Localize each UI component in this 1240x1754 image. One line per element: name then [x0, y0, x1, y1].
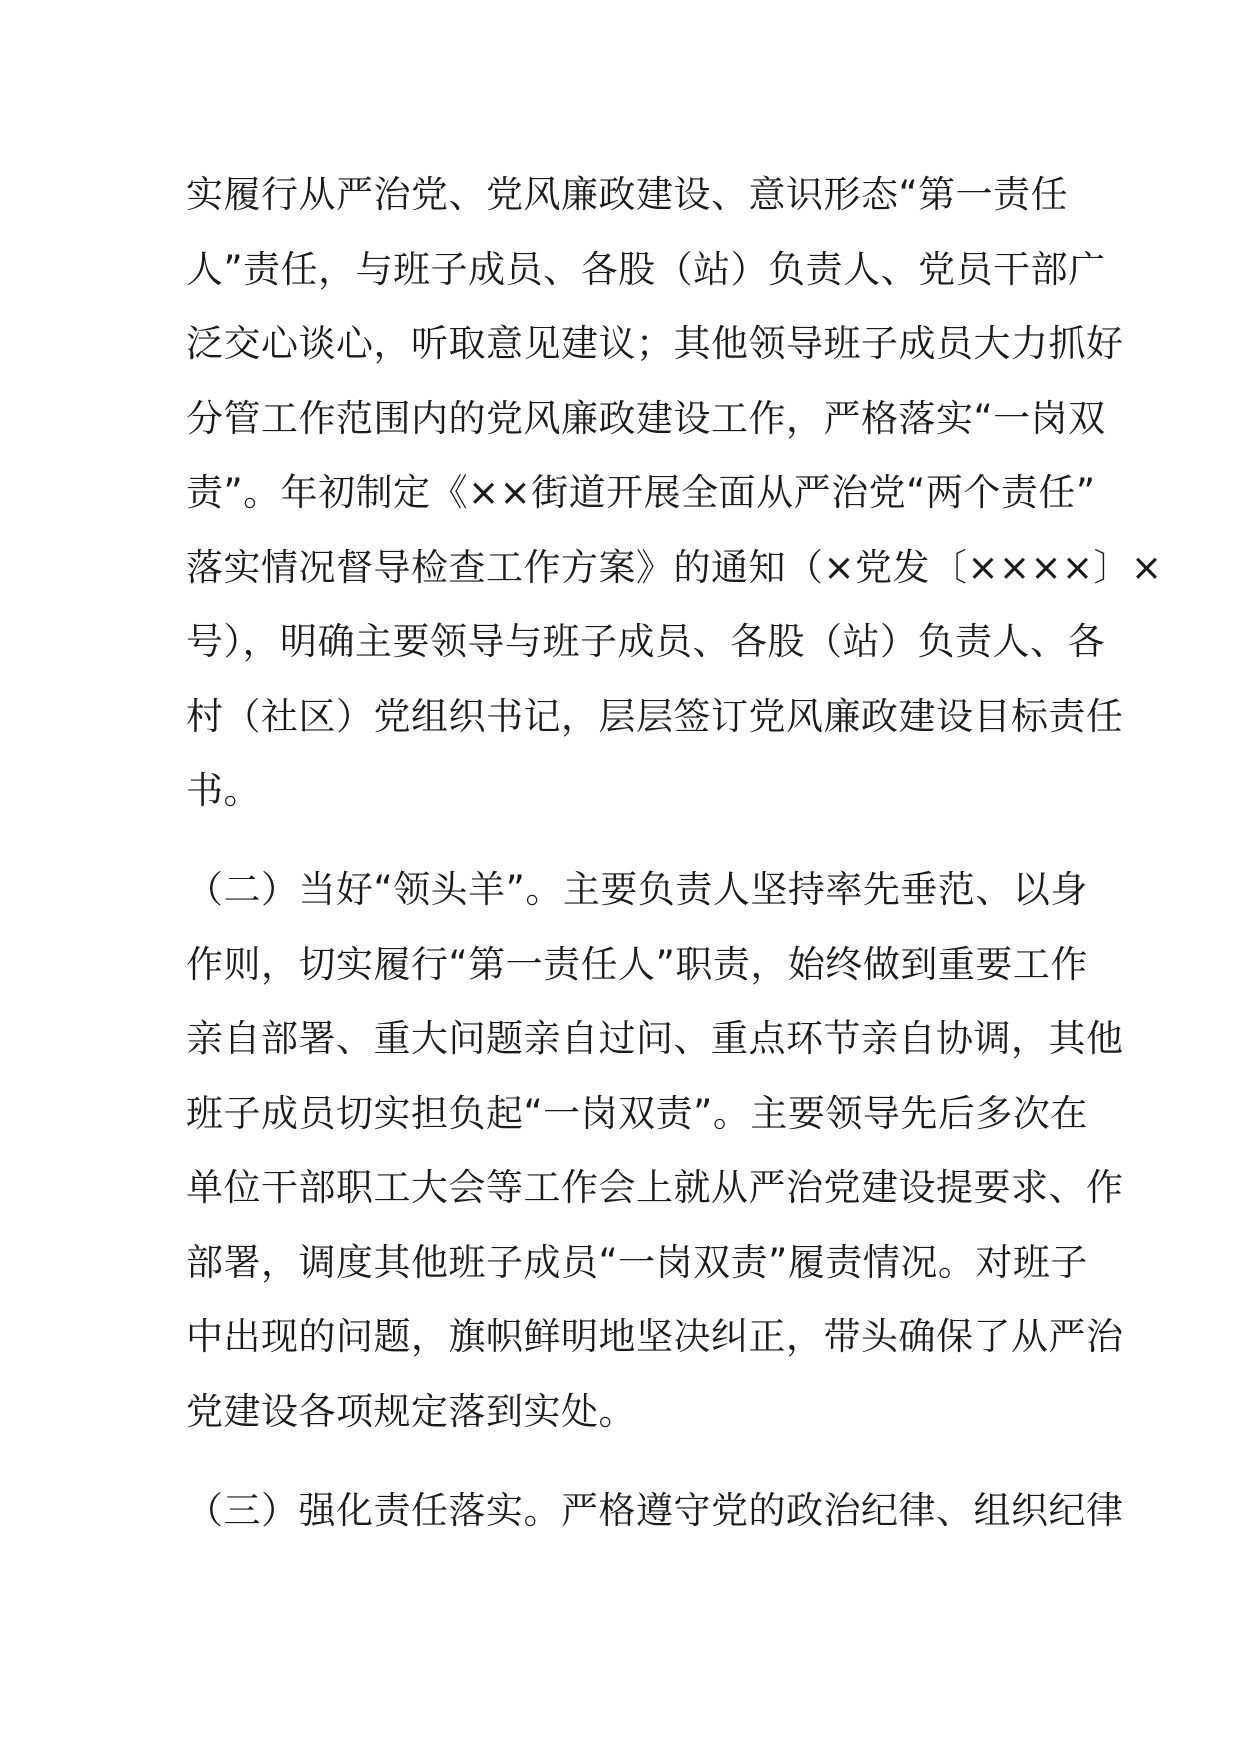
text-line: 泛交心谈心，听取意见建议；其他领导班子成员大力抓好 — [186, 322, 1124, 365]
text-line: 责”。年初制定《××街道开展全面从严治党“两个责任” — [186, 471, 1096, 514]
paragraph-section-two — [186, 853, 1124, 1449]
text-line: 中出现的问题，旗帜鲜明地坚决纠正，带头确保了从严治 — [186, 1315, 1124, 1358]
text-line: （三）强化责任落实。严格遵守党的政治纪律、组织纪律 — [186, 1489, 1124, 1532]
text-line: 部署，调度其他班子成员“一岗双责”履责情况。对班子 — [186, 1240, 1088, 1284]
text-line: 党建设各项规定落到实处。 — [186, 1389, 636, 1433]
text-line: 班子成员切实担负起“一岗双责”。主要领导先后多次在 — [186, 1091, 1088, 1135]
text-line: 落实情况督导检查工作方案》的通知（×党发〔××××〕× — [186, 545, 1163, 589]
paragraph-section-three — [186, 1474, 1124, 1549]
text-line: 亲自部署、重大问题亲自过问、重点环节亲自协调，其他 — [186, 1017, 1124, 1060]
text-line: （二）当好“领头羊”。主要负责人坚持率先垂范、以身 — [186, 868, 1088, 911]
text-line: 村（社区）党组织书记，层层签订党风廉政建设目标责任 — [186, 694, 1124, 738]
text-line: 人”责任，与班子成员、各股（站）负责人、党员干部广 — [186, 247, 1106, 291]
text-line: 号），明确主要领导与班子成员、各股（站）负责人、各 — [186, 620, 1105, 663]
text-line: 单位干部职工大会等工作会上就从严治党建设提要求、作 — [186, 1166, 1124, 1209]
text-line: 分管工作范围内的党风廉政建设工作，严格落实“一岗双 — [186, 396, 1106, 440]
paragraph-responsibility-implementation — [186, 158, 1163, 829]
text-line: 作则，切实履行“第一责任人”职责，始终做到重要工作 — [186, 942, 1088, 986]
text-line: 实履行从严治党、党风廉政建设、意识形态“第一责任 — [186, 173, 1069, 216]
text-line: 书。 — [186, 769, 261, 812]
